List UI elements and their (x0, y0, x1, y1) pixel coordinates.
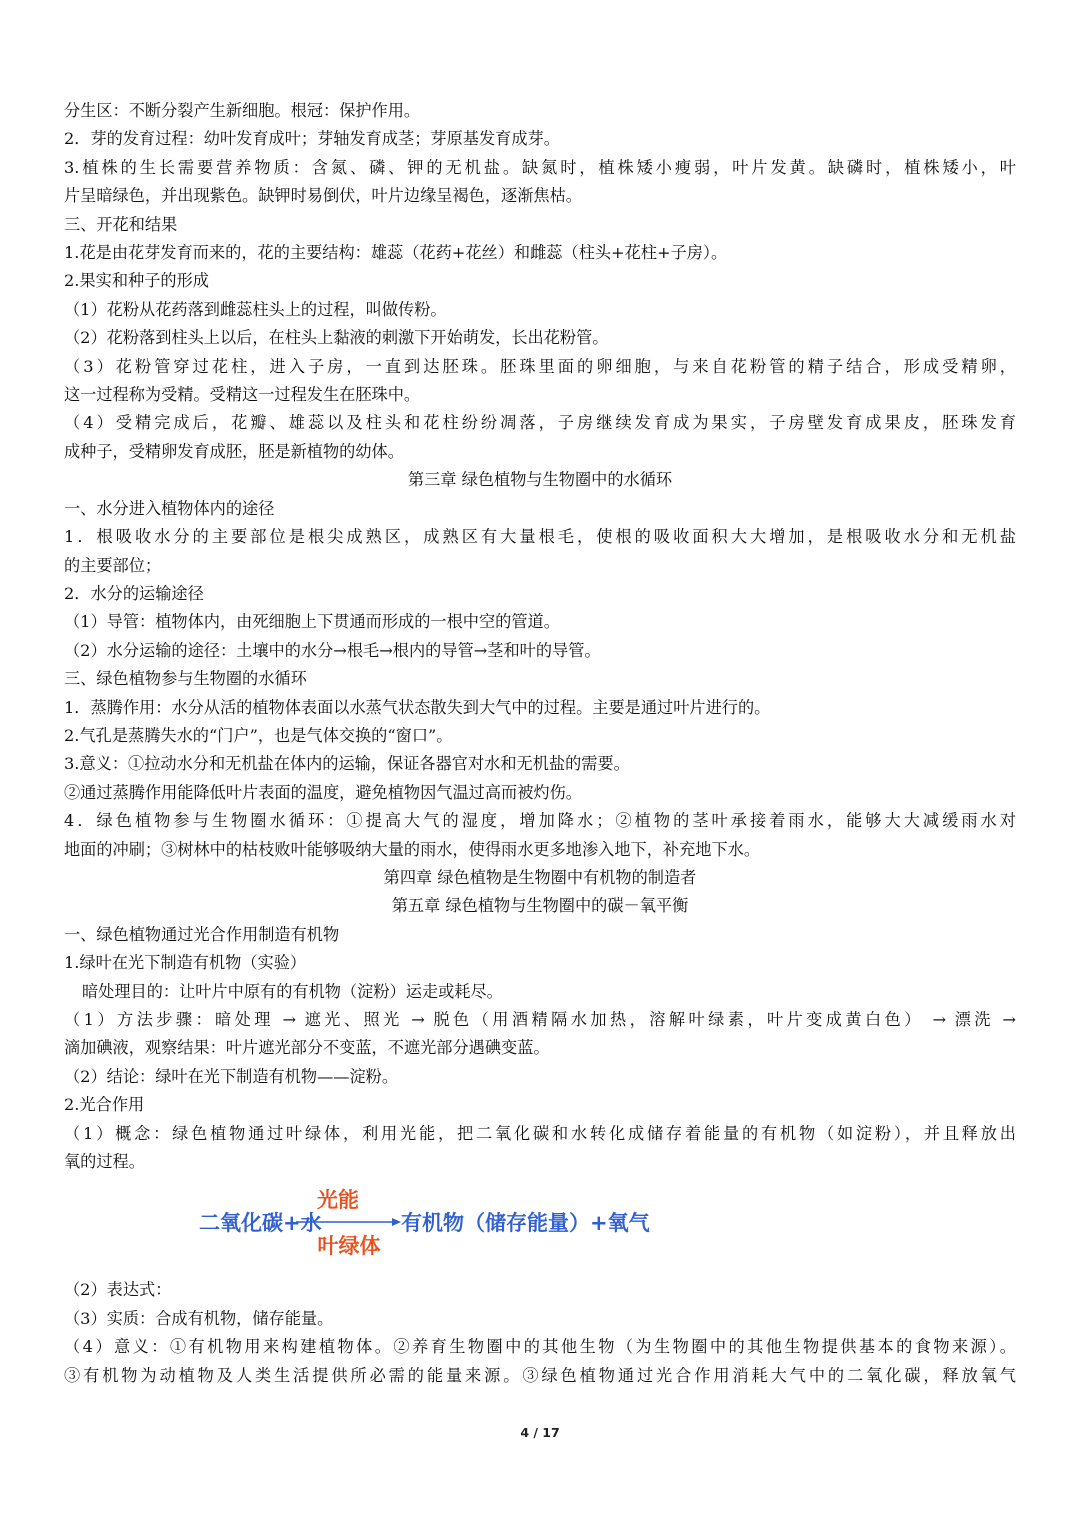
text-line: （3）花粉管穿过花柱，进入子房，一直到达胚珠。胚珠里面的卵细胞，与来自花粉管的精子结合，形成受精卵， (64, 356, 1016, 376)
text-line: （3）实质：合成有机物，储存能量。 (64, 1308, 334, 1328)
text-line: 1．蒸腾作用：水分从活的植物体表面以水蒸气状态散失到大气中的过程。主要是通过叶片进行的。 (64, 697, 771, 717)
text-line: 2.气孔是蒸腾失水的“门户”，也是气体交换的“窗口”。 (64, 725, 453, 745)
chapter-heading: 第五章 绿色植物与生物圈中的碳－氧平衡 (391, 896, 689, 916)
text-line: 暗处理目的：让叶片中原有的有机物（淀粉）运走或耗尽。 (82, 981, 503, 1001)
photosynthesis-formula (64, 1184, 1016, 1276)
text-line: 2．水分的运输途径 (64, 583, 204, 603)
formula-reactants: 二氧化碳+水 (199, 1211, 322, 1236)
text-line: （1）概念：绿色植物通过叶绿体，利用光能，把二氧化碳和水转化成储存着能量的有机物（如淀粉），并且释放出 (64, 1123, 1016, 1143)
text-line: （1）导管：植物体内，由死细胞上下贯通而形成的一根中空的管道。 (64, 612, 560, 632)
text-line: 3.植株的生长需要营养物质：含氮、磷、钾的无机盐。缺氮时，植株矮小瘦弱，叶片发黄。缺磷时，植株矮小，叶 (64, 157, 1016, 177)
text-line: 1.花是由花芽发育而来的，花的主要结构：雄蕊（花药+花丝）和雌蕊（柱头+花柱+子房）。 (64, 243, 728, 263)
text-line: （4）受精完成后，花瓣、雄蕊以及柱头和花柱纷纷凋落，子房继续发育成为果实，子房壁发育成果皮，胚珠发育 (64, 413, 1016, 433)
formula-arrow-head (392, 1218, 401, 1226)
text-block-bottom (64, 1276, 1016, 1390)
text-line: 地面的冲刷；③树林中的枯枝败叶能够吸纳大量的雨水，使得雨水更多地渗入地下，补充地下水。 (64, 839, 761, 859)
text-line: （2）表达式： (64, 1280, 172, 1300)
text-line: 一、绿色植物通过光合作用制造有机物 (64, 924, 340, 944)
text-line: （2）结论：绿叶在光下制造有机物——淀粉。 (64, 1066, 399, 1086)
text-line: 三、开花和结果 (64, 214, 178, 234)
text-line: （1）方法步骤：暗处理 → 遮光、照光 → 脱色（用酒精隔水加热，溶解叶绿素，叶片变成黄白色） → 漂洗 → (64, 1010, 1016, 1029)
text-line: ②通过蒸腾作用能降低叶片表面的温度，避免植物因气温过高而被灼伤。 (64, 782, 582, 802)
text-line: 的主要部位； (64, 555, 162, 575)
text-line: （4）意义：①有机物用来构建植物体。②养育生物圈中的其他生物（为生物圈中的其他生物提供基本的食物来源）。 (64, 1337, 1016, 1357)
text-line: 2．芽的发育过程：幼叶发育成叶；芽轴发育成茎；芽原基发育成芽。 (64, 129, 560, 149)
text-line: 一、水分进入植物体内的途径 (64, 498, 275, 518)
page-number: 4 / 17 (520, 1425, 560, 1440)
text-line: 氧的过程。 (64, 1152, 145, 1172)
text-line: ③有机物为动植物及人类生活提供所必需的能量来源。③绿色植物通过光合作用消耗大气中的二氧化碳，释放氧气 (64, 1365, 1016, 1385)
text-line: 片呈暗绿色，并出现紫色。缺钾时易倒伏，叶片边缘呈褐色，逐渐焦枯。 (64, 186, 582, 206)
text-line: 1．根吸收水分的主要部位是根尖成熟区，成熟区有大量根毛，使根的吸收面积大大增加，是根吸收水分和无机盐 (64, 527, 1016, 547)
text-block-top (64, 97, 1016, 1176)
text-line: 2.果实和种子的形成 (64, 271, 209, 291)
formula-condition-top: 光能 (317, 1188, 359, 1213)
text-line: （2）花粉落到柱头上以后，在柱头上黏液的刺激下开始萌发，长出花粉管。 (64, 328, 609, 348)
text-line: 4．绿色植物参与生物圈水循环：①提高大气的湿度，增加降水；②植物的茎叶承接着雨水，能够大大减缓雨水对 (64, 811, 1016, 831)
formula-condition-bottom: 叶绿体 (317, 1234, 381, 1259)
text-line: 成种子，受精卵发育成胚，胚是新植物的幼体。 (64, 441, 404, 461)
text-line: 2.光合作用 (64, 1095, 145, 1115)
text-line: 三、绿色植物参与生物圈的水循环 (64, 669, 307, 689)
text-line: （2）水分运输的途径：土壤中的水分→根毛→根内的导管→茎和叶的导管。 (64, 640, 601, 660)
formula-products: 有机物（储存能量）+氧气 (401, 1211, 650, 1236)
text-line: 这一过程称为受精。受精这一过程发生在胚珠中。 (64, 385, 421, 405)
text-line: （1）花粉从花药落到雌蕊柱头上的过程，叫做传粉。 (64, 299, 447, 319)
text-line: 3.意义：①拉动水分和无机盐在体内的运输，保证各器官对水和无机盐的需要。 (64, 754, 630, 774)
text-line: 分生区：不断分裂产生新细胞。根冠：保护作用。 (64, 101, 421, 120)
text-line: 1.绿叶在光下制造有机物（实验） (64, 953, 307, 973)
formula-diagram (64, 1184, 1016, 1276)
chapter-heading: 第四章 绿色植物是生物圈中有机物的制造者 (383, 867, 697, 887)
text-line: 滴加碘液，观察结果：叶片遮光部分不变蓝，不遮光部分遇碘变蓝。 (64, 1038, 550, 1058)
chapter-heading: 第三章 绿色植物与生物圈中的水循环 (407, 470, 673, 490)
